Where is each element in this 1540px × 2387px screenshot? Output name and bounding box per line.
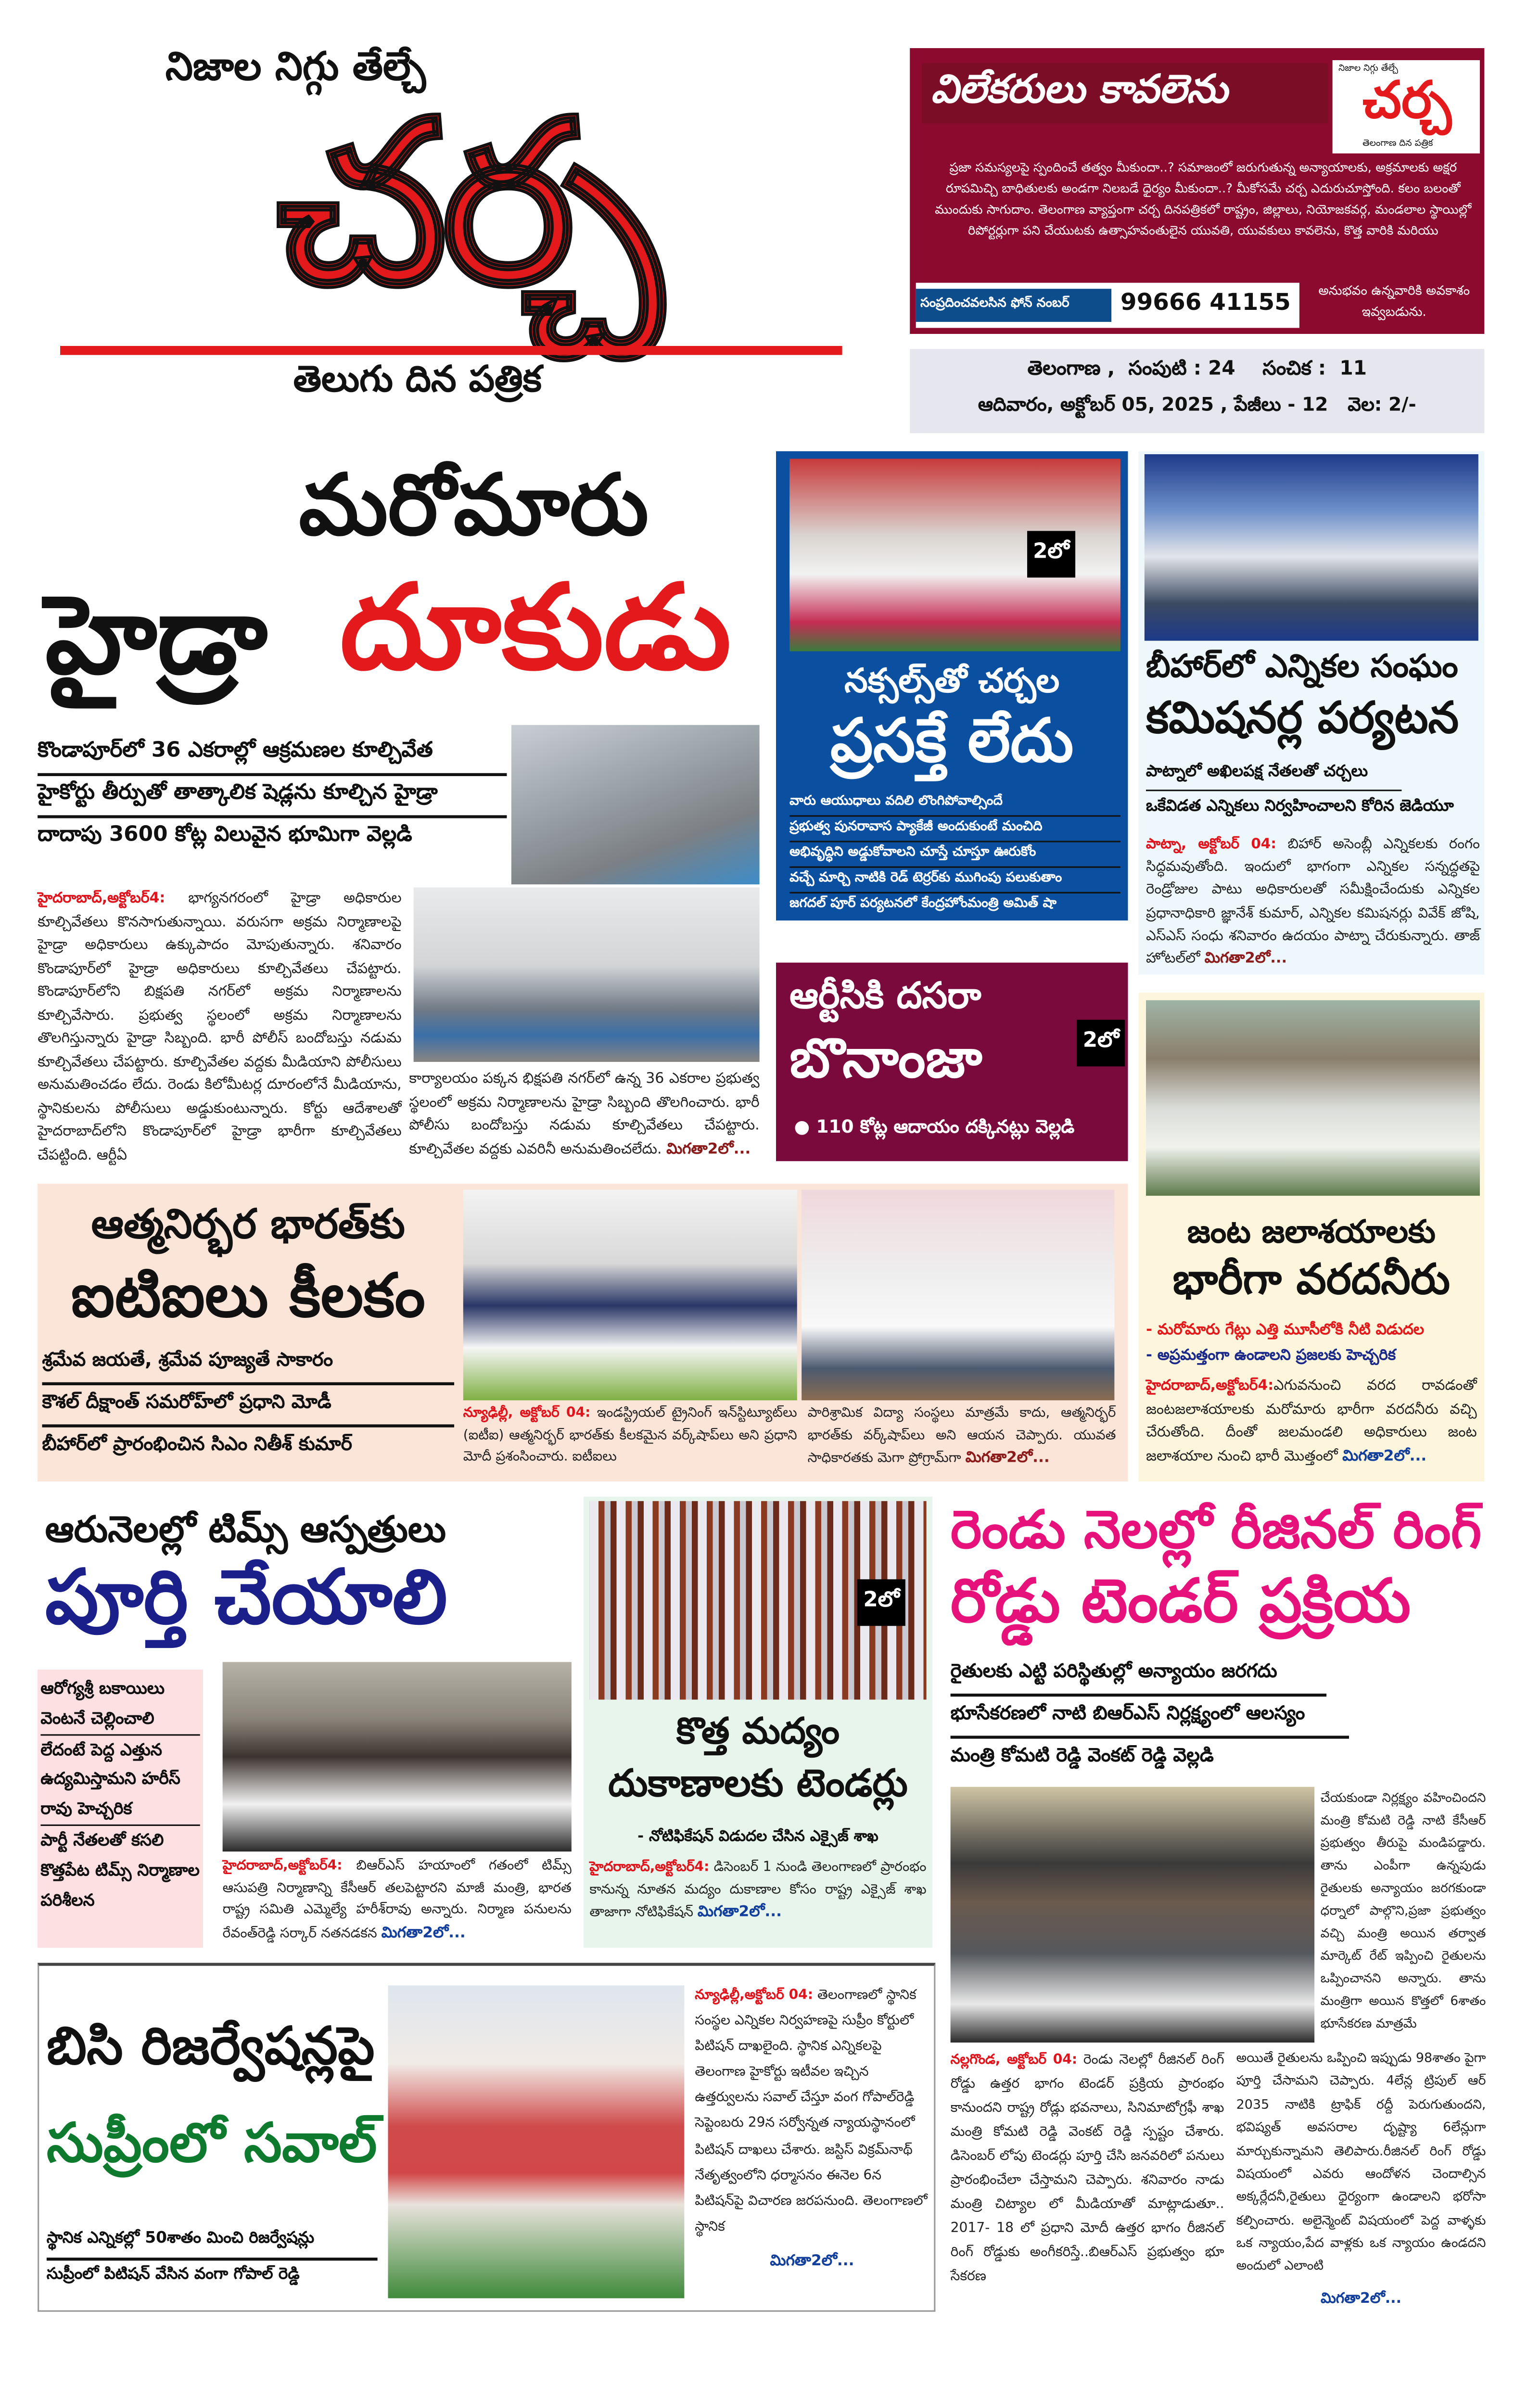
- subhead: బీహార్‌లో ప్రారంభించిన సిఎం నితీశ్ కుమార్: [42, 1431, 352, 1455]
- iti-story: [38, 1184, 1128, 1481]
- iti-body-col2: [808, 1404, 1116, 1479]
- harish-rao-photo: [223, 1662, 572, 1851]
- body-text: బిహార్ అసెంబ్లీ ఎన్నికలకు రంగం సిద్ధమవుతోంది. ఇందులో భాగంగా ఎన్నికల సన్నద్ధతపై రెండ్రోజుల పాటు అధికారులతో సమీక్షించేందుకు ఎన్నికల ప్రధానాధికారి జ్ఞానేశ్ కుమార్, ఎన్నికల కమిషనర్లు వివేక్ జోషి, ఎస్ఎస్ సంధు శనివారం ఉదయం పాట్నా చేరుకున్నారు. తాజ్ హోటల్‌లో: [1146, 836, 1480, 968]
- amit-shah-photo: [789, 459, 1120, 651]
- bihar-body: [1146, 833, 1480, 972]
- continued-link[interactable]: మిగతా2లో...: [965, 1450, 1050, 1467]
- liquor-headline-2: దుకాణాలకు టెండర్లు: [608, 1761, 908, 1805]
- hydra-body-col1: [38, 887, 401, 1176]
- tims-headline-2: పూర్తి చేయాలి: [45, 1554, 448, 1641]
- hydra-kicker: మరోమారు: [299, 457, 649, 555]
- subhead: ఒకేవిడత ఎన్నికలు నిర్వహించాలని కోరిన జెడియూ: [1146, 797, 1454, 816]
- rtc-headline-2: బొనాంజా: [789, 1029, 982, 1091]
- subhead: రైతులకు ఎట్టి పరిస్థితుల్లో అన్యాయం జరగదు: [951, 1655, 1326, 1697]
- continued-link[interactable]: మిగతా2లో...: [698, 1904, 782, 1921]
- subhead: దాదాపు 3600 కోట్ల విలువైన భూమిగా వెల్లడి: [38, 822, 412, 847]
- masthead-subtitle: తెలుగు దిన పత్రిక: [293, 357, 542, 400]
- rrr-subheads: [951, 1655, 1349, 1778]
- bc-body: [695, 1984, 929, 2306]
- iti-headline-1: ఆత్మనిర్భర భారత్‌కు: [91, 1201, 405, 1249]
- naxal-story: [776, 451, 1128, 920]
- demolition-photo: [511, 725, 760, 884]
- ad-text: ప్రజా సమస్యలపై స్పందించే తత్వం మీకుందా..? సమాజంలో జరుగుతున్న అన్యాయాలకు, అక్రమాలకు అక్షర రూపమిచ్చి బాధితులకు అండగా నిలబడే ధైర్యం మీకుందా..? మీకోసమే చర్చ ఎదురుచూస్తోంది. కలం బలంతో ముందుకు సాగుదాం. తెలంగాణ వ్యాప్తంగా చర్చ దినపత్రికలో రాష్ట్రం, జిల్లాలు, నియోజకవర్గ, మండలాల స్థాయిల్లో రిపోర్టర్లుగా పని చేయుటకు ఉత్సాహవంతులైన యువతి, యువకులు కావలెను, కొత్త వారికి మరియు: [935, 159, 1472, 238]
- liquor-headline-1: కొత్త మద్యం: [676, 1710, 840, 1752]
- tims-sidebar: [38, 1670, 203, 1948]
- bihar-story: [1138, 451, 1484, 975]
- contact-label: సంప్రదించవలసిన ఫోన్ నంబర్: [916, 289, 1111, 322]
- body-text: ఎగువనుంచి వరద రావడంతో జంటజలాశయాలకు మరోమారు భారీగా వరదనీరు వచ్చి చేరుతోంది. దీంతో జలమండలి అధికారులు జంట జలాశయాల నుంచి భారీ మొత్తంలో: [1146, 1378, 1477, 1465]
- bihar-headline-1: బీహార్‌లో ఎన్నికల సంఘం: [1146, 648, 1458, 685]
- election-commission-photo: [1145, 454, 1478, 641]
- masthead-logo: చర్చ: [276, 74, 657, 336]
- bc-reservation-story: [38, 1963, 935, 2311]
- hydra-headline-2: దూకుడు: [340, 561, 731, 697]
- masthead-tagline: నిజాల నిగ్గు తేల్చే: [165, 45, 426, 90]
- iti-headline-2: ఐటిఐలు కీలకం: [71, 1262, 425, 1331]
- ad-title: విలేకరులు కావలెను: [922, 63, 1328, 123]
- subhead: ప్రభుత్వ పునరావాస ప్యాకేజీ అందుకుంటే మంచిది: [789, 817, 1120, 842]
- iti-body-col1: [463, 1404, 797, 1479]
- flood-bullet-1: - మరోమారు గేట్లు ఎత్తి మూసీలోకి నీటి విడుదల: [1146, 1322, 1425, 1339]
- sidebar-point: లేదంటే పెద్ద ఎత్తున ఉద్యమిస్తామని హరీస్ రావు హెచ్చరిక: [40, 1735, 200, 1826]
- bihar-subheads: [1146, 758, 1480, 826]
- page-2-badge: 2లో: [857, 1579, 906, 1626]
- body-text: డిసెంబర్ 1 నుండి తెలంగాణలో ప్రారంభం కానున్న నూతన మద్యం దుకాణాల కోసం రాష్ట్ర ఎక్సైజ్ శాఖ తాజాగా నోటిఫికేషన్: [589, 1860, 927, 1921]
- naxal-headline-1: నక్సల్స్‌తో చర్చల: [844, 663, 1060, 701]
- phone-number[interactable]: 99666 41155: [1120, 289, 1291, 316]
- body-text: బిఆర్ఎస్ హయాంలో గతంలో టిమ్స్ ఆసుపత్రి నిర్మాణాన్ని కేసీఆర్ తలపెట్టారని మాజీ మంత్రి, భారత రాష్ట్ర సమితి ఎమ్మెల్యే హరీశ్‌రావు అన్నారు. నిర్మాణ పనులను రేవంత్‌రెడ్డి సర్కార్ నతనడకన: [222, 1859, 572, 1941]
- dateline: పాట్నా, అక్టోబర్ 04:: [1146, 836, 1276, 853]
- nitish-kumar-photo: [802, 1190, 1114, 1401]
- body-text: చేయకుండా నిర్లక్ష్యం వహించిందని మంత్రి కోమటి రెడ్డి నాటి కేసీఆర్ ప్రభుత్వం తీరుపై మండిపడ్డారు. తాను ఎంపీగా ఉన్నపుడు రైతులకు అన్యాయం జరగకుండా ధర్నాలో పాల్గొని,ప్రజా ప్రభుత్వం వచ్చి మంత్రి అయిన తర్వాత మార్కెట్ రేట్ ఇప్పించి రైతులను ఒప్పించానని అన్నారు. తాను మంత్రిగా అయిన కొత్తలో 6శాతం భూసేకరణ మాత్రమే: [1320, 1789, 1486, 2031]
- ad-logo: [1333, 60, 1480, 153]
- flood-headline-1: జంట జలాశయాలకు: [1187, 1213, 1436, 1250]
- dateline: హైదరాబాద్,అక్టోబర్4:: [38, 890, 165, 907]
- body-text: అయితే రైతులను ఒప్పించి ఇప్పుడు 98శాతం పైగా పూర్తి చేసామని చెప్పారు. 4లేన్ల ట్రిపుల్ ఆర్ 2035 నాటికి ట్రాఫిక్ రద్దీ పెరుగుతుందని, భవిష్యత్ అవసరాల దృష్ట్యా 6లేన్లుగా మార్చుకున్నామని తెలిపారు.రీజినల్ రింగ్ రోడ్డు విషయంలో ఎవరు ఆందోళన చెందాల్సిన అక్కర్లేదనీ,రైతులు ధైర్యంగా ఉండాలని భరోసా కల్పించారు. అలైన్మెంట్ విషయంలో పెద్ద వాళ్ళకు ఒక న్యాయం,పేద వాళ్లకు ఒక న్యాయం ఉండదని అందులో ఎలాంటి: [1236, 2051, 1486, 2275]
- tims-headline-1: ఆరునెలల్లో టిమ్స్ ఆస్పత్రులు: [45, 1508, 446, 1551]
- issue-volume: తెలంగాణ , సంపుటి : 24 సంచిక : 11: [1027, 357, 1367, 381]
- bc-headline-2: సుప్రీంలో సవాల్: [46, 2113, 377, 2175]
- continued-link[interactable]: మిగతా2లో...: [1342, 1448, 1427, 1465]
- liquor-shop-photo: [589, 1501, 926, 1700]
- flood-headline-2: భారీగా వరదనీరు: [1172, 1254, 1451, 1304]
- sidebar-point: ఆరోగ్యశ్రీ బకాయిలు వెంటనే చెల్లించాలి: [40, 1674, 200, 1735]
- flood-bullet-2: - అప్రమత్తంగా ఉండాలని ప్రజలకు హెచ్చరిక: [1146, 1347, 1396, 1365]
- subhead: సుప్రీంలో పిటిషన్ వేసిన వంగా గోపాల్ రెడ్డి: [46, 2265, 300, 2284]
- bihar-headline-2: కమిషనర్ల పర్యటన: [1146, 691, 1459, 743]
- supreme-court-photo: [388, 1985, 685, 2298]
- subhead: వచ్చే మార్చి నాటికి రెడ్ టెర్రర్‌కు ముగింపు పలుకుతాం: [789, 868, 1120, 893]
- body-text: భాగ్యనగరంలో హైడ్రా అధికారుల కూల్చివేతలు కొనసాగుతున్నాయి. వరుసగా అక్రమ నిర్మాణాలపై హైడ్రా అధికారులు ఉక్కుపాదం మోపుతున్నారు. శనివారం కొండాపూర్‌లో హైడ్రా అధికారులు కూల్చివేతలు చేపట్టారు. కొండాపూర్‌లోని బిక్షపతి నగర్‌లో అక్రమ నిర్మాణాలను కూల్చివేసారు. ప్రభుత్వ స్థలంలో అక్రమ నిర్మాణాలను తొలగిస్తున్నారు హైడ్రా సిబ్బంది. భారీ పోలీస్ బందోబస్తు నడుమ కూల్చివేతలు చేపట్టారు. కూల్చివేతల వద్దకు మీడియాని పోలీసులు అనుమతించడం లేదు. రెండు కిలోమీటర్ల దూరంలోనే మీడియాను, స్థానికులను పోలీసులు అడ్డుకుంటున్నారు. కోర్టు ఆదేశాలతో హైదరాబాద్‌లోని కొండాపూర్‌లో హైడ్రా భారీగా కూల్చివేతలు చేపట్టింది. ఆర్టీఏ: [38, 890, 402, 1164]
- sidebar-point: పార్టీ నేతలతో కసలి కొత్తపేట టిమ్స్ నిర్మాణాల పరిశీలన: [40, 1830, 200, 1910]
- naxal-subheads: [789, 791, 1120, 918]
- bc-subheads: [47, 2224, 378, 2294]
- rtc-story: [776, 963, 1128, 1162]
- issue-date: ఆదివారం, అక్టోబర్ 05, 2025 , పేజీలు - 12 వెల: 2/-: [978, 392, 1416, 415]
- rrr-body-col1: [951, 2049, 1224, 2312]
- subhead: హైకోర్టు తీర్పుతో తాత్కాలిక షెడ్లను కూల్చిన హైడ్రా: [38, 776, 507, 818]
- subhead: జగదల్ పూర్ పర్యటనలో కేంద్రహోంమంత్రి అమిత్ షా: [789, 895, 1057, 911]
- ad-note: అనుభవం ఉన్నవారికి అవకాశం ఇవ్వబడును.: [1318, 284, 1470, 320]
- body-text: ఇండస్ట్రియల్ ట్రైనింగ్ ఇన్‌స్టిట్యూట్‌లు (ఐటీఐ) ఆత్మనిర్భర్ భారత్‌కు కీలకమైన వర్క్‌షాప్‌లు అని ప్రధాని మోదీ ప్రశంసించారు. ఐటీఐలు: [463, 1406, 797, 1466]
- ad-logo-text: చర్చ: [1362, 70, 1452, 131]
- dateline: హైదరాబాద్,అక్టోబర్4:: [1146, 1378, 1274, 1394]
- dateline: న్యూఢిల్లీ, అక్టోబర్ 04:: [463, 1406, 591, 1422]
- rrr-headline-1: రెండు నెలల్లో రీజినల్ రింగ్: [950, 1501, 1482, 1561]
- continued-link[interactable]: మిగతా2లో...: [1204, 951, 1287, 968]
- reporters-wanted-ad: [910, 48, 1484, 334]
- bc-headline-1: బిసి రిజర్వేషన్లపై: [46, 2017, 375, 2078]
- subhead: మంత్రి కోమటి రెడ్డి వెంకట్ రెడ్డి వెల్లడి: [950, 1743, 1214, 1766]
- naxal-headline-2: ప్రసక్తే లేదు: [830, 707, 1074, 777]
- flood-body: [1146, 1375, 1477, 1477]
- dateline: హైదరాబాద్,అక్టోబర్4:: [222, 1859, 343, 1874]
- hydra-body-col2: [409, 1068, 759, 1176]
- continued-link[interactable]: మిగతా2లో...: [381, 1925, 466, 1941]
- subhead: భూసేకరణలో నాటి బిఆర్ఎస్ నిర్లక్ష్యంలో ఆలస్యం: [951, 1697, 1349, 1739]
- continued-link[interactable]: మిగతా2లో...: [1321, 2290, 1401, 2307]
- subhead: శ్రమేవ జయతే, శ్రమేవ పూజ్యతే సాకారం: [42, 1343, 455, 1386]
- reservoir-photo: [1146, 1000, 1480, 1196]
- iti-subheads: [42, 1343, 455, 1467]
- subhead: వారు ఆయుధాలు వదిలి లొంగిపోవాల్సిందే: [789, 791, 1120, 817]
- ad-logo-subtitle: తెలంగాణ దిన పత్రిక: [1362, 138, 1433, 149]
- liquor-body: [589, 1858, 926, 1945]
- subhead: అభివృద్ధిని అడ్డుకోవాలని చూస్తే చూస్తూ ఊరుకోం: [789, 842, 1120, 868]
- rtc-bullet: ● 110 కోట్ల ఆదాయం దక్కినట్లు వెల్లడి: [794, 1116, 1075, 1137]
- ad-logo-tagline: నిజాల నిగ్గు తేల్చే: [1338, 63, 1398, 74]
- issue-info-bar: [910, 349, 1484, 433]
- subhead: కౌశల్ దీక్షాంత్ సమరోహ్‌లో ప్రధాని మోడీ: [42, 1385, 455, 1428]
- subhead: స్థానిక ఎన్నికల్లో 50శాతం మించి రిజర్వేషన్లు: [47, 2224, 378, 2260]
- hydra-subheads: [38, 734, 507, 857]
- liquor-story: [584, 1496, 932, 1948]
- dateline: హైదరాబాద్,అక్టోబర్4:: [589, 1860, 710, 1876]
- ad-contact: [916, 283, 1299, 328]
- page-2-badge: 2లో: [1077, 1020, 1125, 1066]
- rrr-headline-2: రోడ్డు టెండర్ ప్రక్రియ: [950, 1567, 1411, 1637]
- rrr-body-col2: [1236, 2049, 1486, 2312]
- liquor-subhead: - నోటిఫికేషన్ విడుదల చేసిన ఎక్సైజ్ శాఖ: [637, 1829, 878, 1846]
- rrr-body-side: [1321, 1787, 1486, 2046]
- rtc-headline-1: ఆర్టీసికి దసరా: [789, 974, 981, 1017]
- body-text: రెండు నెలల్లో రీజినల్ రింగ్ రోడ్డు ఉత్తర భాగం టెండర్ ప్రక్రియ ప్రారంభం కానుందని రాష్ట్ర రోడ్లు భవనాలు, సినిమాటోగ్రఫీ శాఖ మంత్రి కోమటి రెడ్డి వెంకట్ రెడ్డి స్పష్టం చేశారు. డిసెంబర్ లోపు టెండర్లు పూర్తి చేసి జనవరిలో పనులు ప్రారంభించేలా చేస్తామని చెప్పారు. శనివారం నాడు మంత్రి చిట్యాల లో మీడియాతో మాట్లాడుతూ.. 2017- 18 లో ప్రధాని మోదీ ఉత్తర భాగం రీజినల్ రింగ్ రోడ్డుకు అంగీకరిస్తే..బిఆర్ఎస్ ప్రభుత్వం భూ సేకరణ: [950, 2053, 1224, 2285]
- komatireddy-photo: [951, 1787, 1314, 2042]
- continued-link[interactable]: మిగతా2లో...: [666, 1141, 751, 1158]
- tims-body: [223, 1856, 572, 1949]
- modi-event-photo: [463, 1190, 797, 1401]
- flood-story: [1138, 993, 1484, 1481]
- body-text: కార్యాలయం పక్కన భిక్షపతి నగర్‌లో ఉన్న 36 ఎకరాల ప్రభుత్వ స్థలంలో అక్రమ నిర్మాణాలను హైడ్రా సిబ్బంది తొలగించారు. భారీ పోలీసు బందోబస్తు నడుమ కూల్చివేతలు చేపట్టారు. కూల్చివేతల వద్దకు ఎవరినీ అనుమతించలేదు.: [409, 1071, 760, 1158]
- subhead: కొండాపూర్‌లో 36 ఎకరాల్లో ఆక్రమణల కూల్చివేత: [38, 734, 507, 776]
- debris-photo: [414, 887, 760, 1062]
- hydra-headline-1: హైడ్రా: [45, 571, 267, 698]
- subhead: పాట్నాలో అఖిలపక్ష నేతలతో చర్చలు: [1146, 758, 1401, 791]
- page-2-badge: 2లో: [1027, 531, 1076, 577]
- body-text: పారిశ్రామిక విద్యా సంస్థలు మాత్రమే కాదు, ఆత్మనిర్భర్ భారత్‌కు వర్క్‌షాప్‌లు అని ఆయన చెప్పారు. యువత సాధికారతకు మెగా ప్రోగ్రామ్‌గా: [807, 1406, 1116, 1467]
- continued-link[interactable]: మిగతా2లో...: [770, 2253, 854, 2270]
- dateline: న్యూఢిల్లీ,అక్టోబర్ 04:: [695, 1988, 813, 2004]
- logo-underline: [60, 346, 842, 355]
- dateline: నల్లగొండ, అక్టోబర్ 04:: [950, 2053, 1078, 2068]
- body-text: తెలంగాణలో స్థానిక సంస్థల ఎన్నికల నిర్వహణపై సుప్రీం కోర్టులో పిటిషన్ దాఖలైంది. స్థానిక ఎన్నికలపై తెలంగాణ హైకోర్టు ఇటీవల ఇచ్చిన ఉత్తర్వులను సవాల్ చేస్తూ వంగ గోపాల్‌రెడ్డి సెప్టెంబరు 29న సర్వోన్నత న్యాయస్థానంలో పిటిషన్ దాఖలు చేశారు. జస్టిస్ విక్రమ్‌నాథ్ నేతృత్వంలోని ధర్మాసనం ఈనెల 6న పిటిషన్‌పై విచారణ జరపనుంది. తెలంగాణలో స్థానిక: [695, 1988, 928, 2235]
